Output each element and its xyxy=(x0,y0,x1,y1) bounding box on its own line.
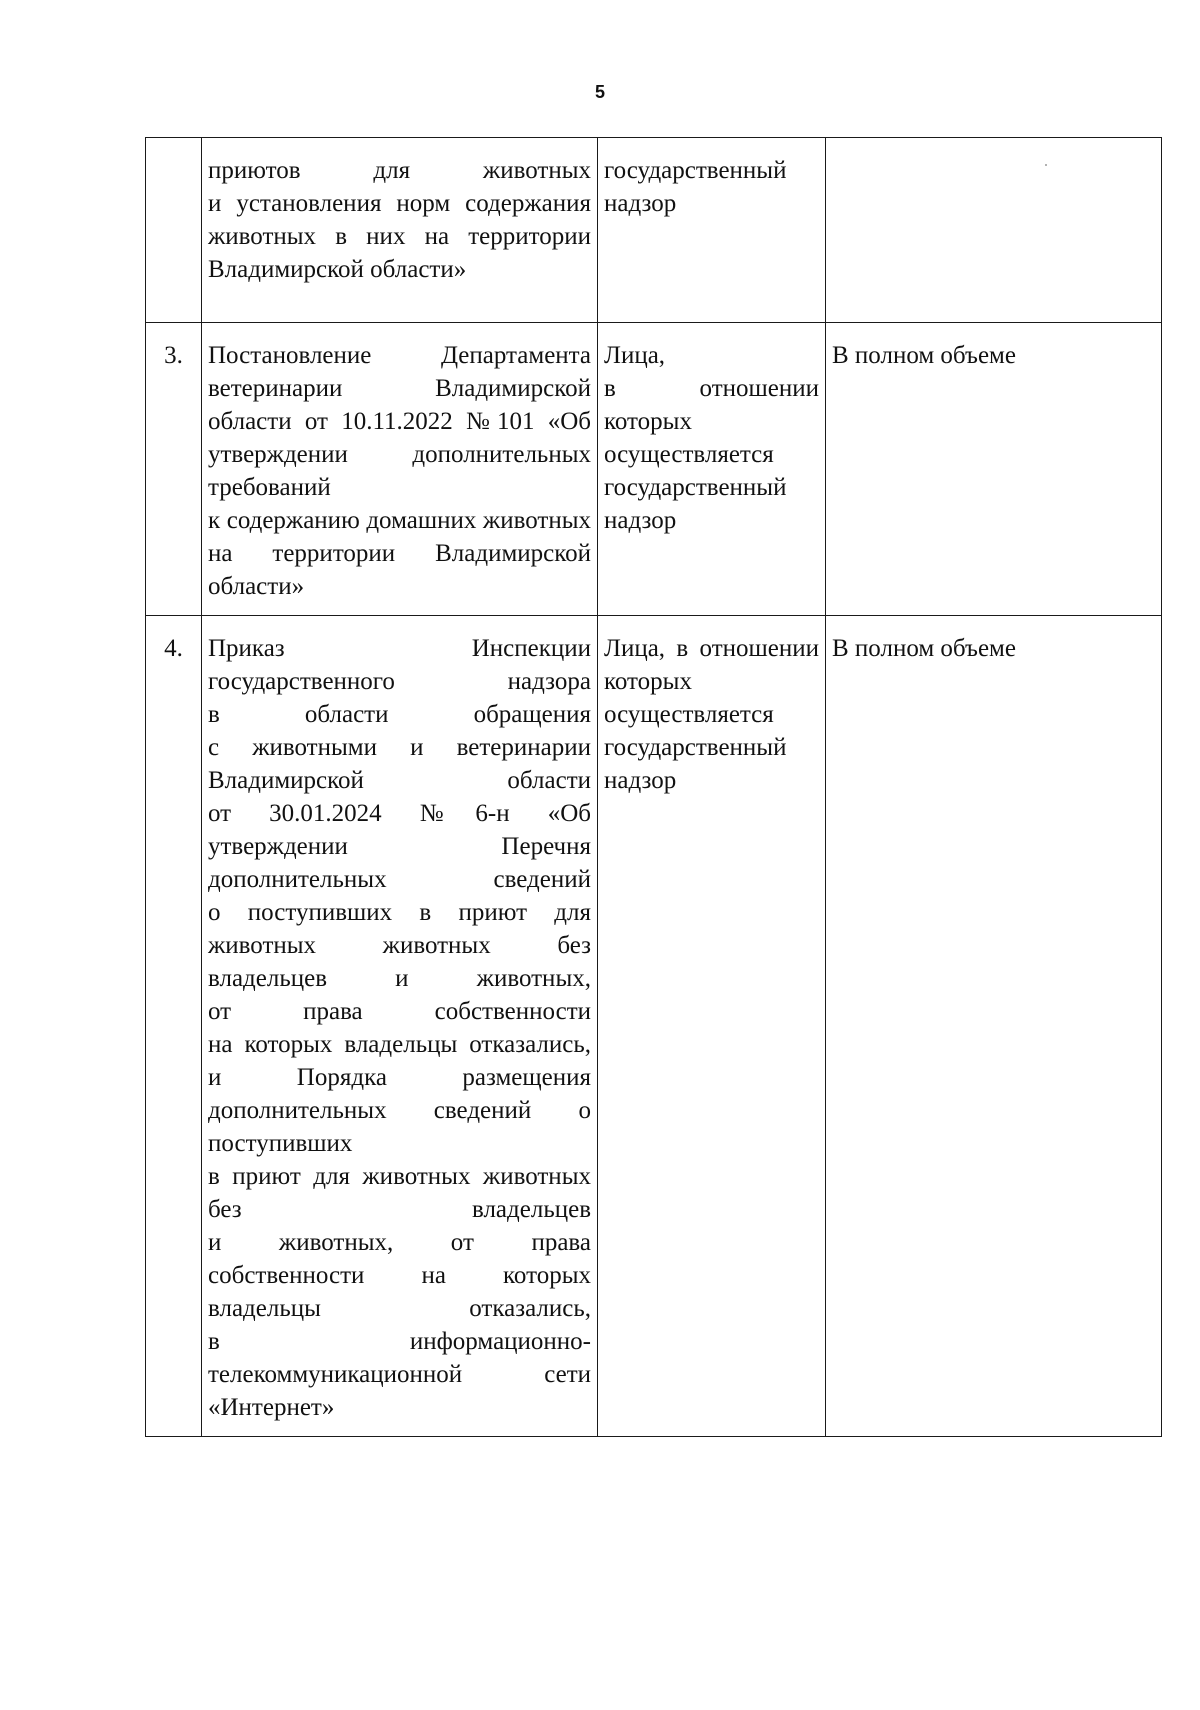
document-title-segment: и животных, от права собственности на которых владельцы отказались, xyxy=(208,1229,591,1322)
document-title-segment: к содержанию домашних животных на территории Владимирской области» xyxy=(208,507,591,600)
subjects-cell xyxy=(598,323,826,616)
subjects-segment: Лица, xyxy=(604,342,666,369)
regulations-table xyxy=(145,137,1162,1437)
table-row xyxy=(146,323,1162,616)
document-title-segment: приютов для животных xyxy=(208,157,591,184)
document-title-segment: о поступивших в приют для животных животных без владельцев и животных, xyxy=(208,899,591,992)
table-row xyxy=(146,616,1162,1437)
document-title-segment: Приказ Инспекции государственного надзора xyxy=(208,635,591,695)
document-title xyxy=(202,323,598,616)
table-row xyxy=(146,138,1162,323)
subjects-segment: государственный надзор xyxy=(604,157,787,217)
page-number: 5 xyxy=(594,82,605,102)
subjects-segment: в отношении которых осуществляется государственный надзор xyxy=(604,375,819,534)
document-title xyxy=(202,138,598,323)
document-title-segment: в приют для животных животных без владельцев xyxy=(208,1163,591,1223)
scope-cell: В полном объеме xyxy=(826,616,1162,1437)
scope-cell: В полном объеме xyxy=(826,323,1162,616)
row-number: 4. xyxy=(146,616,202,1437)
scope-cell xyxy=(826,138,1162,323)
document-title-segment: в области обращения xyxy=(208,701,591,728)
document-title-segment: от 30.01.2024 №6-н «Об утверждении Перечня дополнительных сведений xyxy=(208,800,591,893)
document-title xyxy=(202,616,598,1437)
document-title-segment: с животными и ветеринарии Владимирской области xyxy=(208,734,591,794)
row-number: 3. xyxy=(146,323,202,616)
document-title-segment: в информационно-телекоммуникационной сети «Интернет» xyxy=(208,1328,591,1421)
subjects-segment: Лица, в отношении которых осуществляется государственный надзор xyxy=(604,635,819,794)
document-title-segment: на которых владельцы отказались, и Порядка размещения дополнительных сведений о поступивших xyxy=(208,1031,591,1157)
subjects-cell xyxy=(598,138,826,323)
row-number xyxy=(146,138,202,323)
document-title-segment: Постановление Департамента ветеринарии Владимирской области от 10.11.2022 №101 «Об утверждении дополнительных требований xyxy=(208,342,591,501)
document-title-segment: от права собственности xyxy=(208,998,591,1025)
subjects-cell xyxy=(598,616,826,1437)
document-title-segment: и установления норм содержания животных в них на территории Владимирской области» xyxy=(208,190,591,283)
